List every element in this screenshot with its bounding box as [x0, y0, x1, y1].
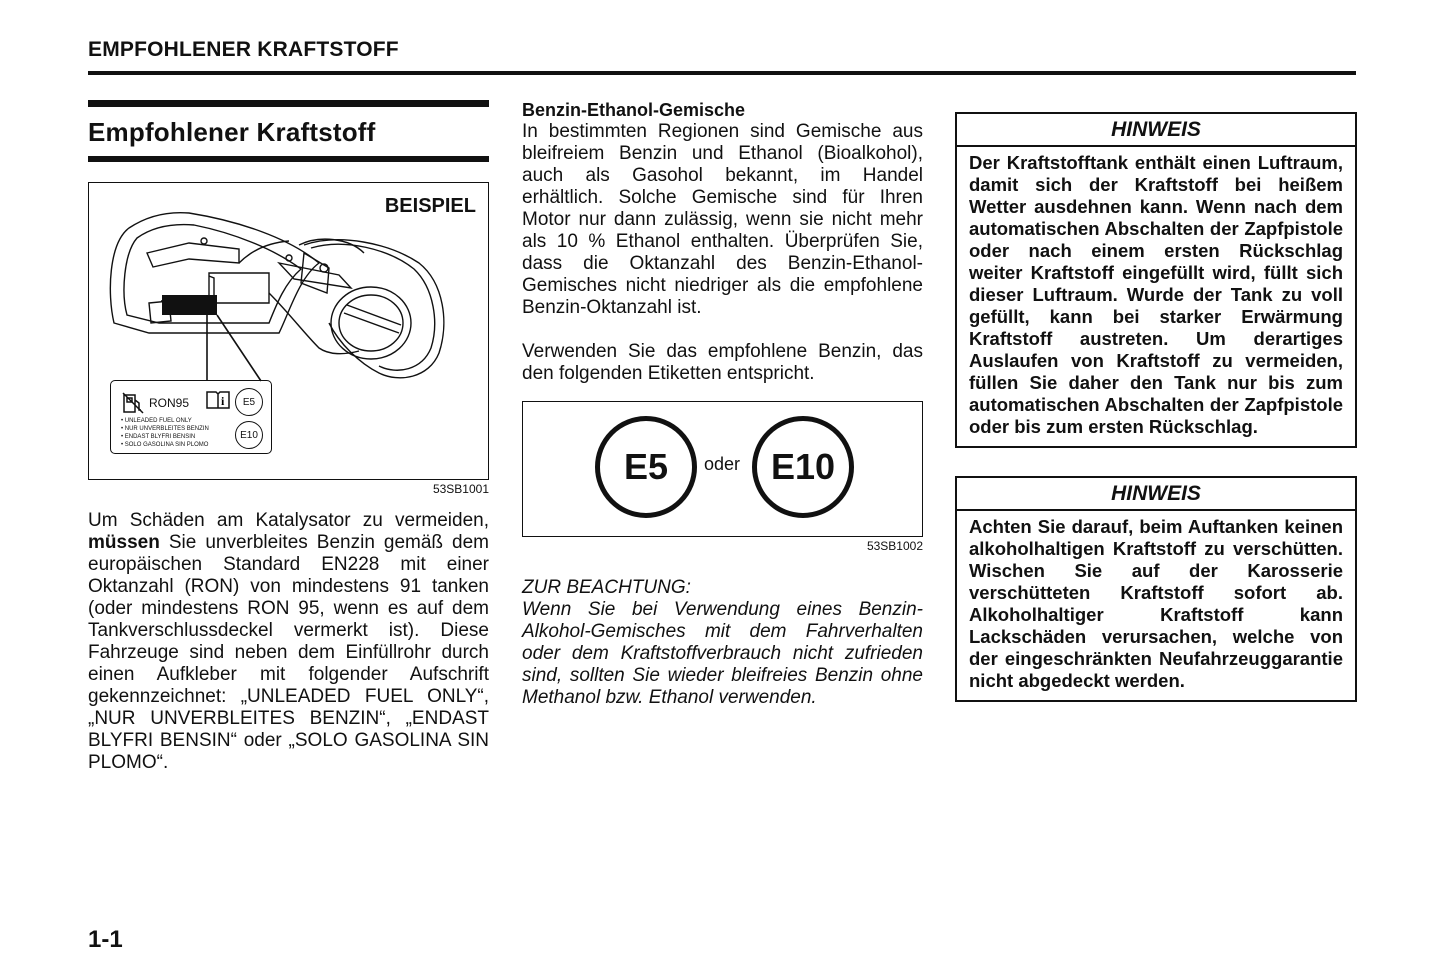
hinweis-body: Achten Sie darauf, beim Auftanken keinen alkoholhaltigen Kraftstoff zu verschütten. Wischen Sie auf der Karosserie verschütteten Kraftstoff sofort ab. Alkoholhaltiger Kraftstoff kann Lackschäden verursachen, welche von der eingeschränkten Neufahrzeuggarantie nicht abgedeckt werden.	[969, 516, 1343, 691]
page-header	[88, 38, 1356, 62]
sticker-line: • UNLEADED FUEL ONLY	[121, 418, 192, 424]
fuel-pump-icon	[121, 391, 145, 415]
hinweis-title: HINWEIS	[957, 114, 1355, 147]
hinweis-body: Der Kraftstofftank enthält einen Luftraum, damit sich der Kraftstoff bei heißem Wetter ausdehnen kann. Wenn nach dem automatischen Abschalten der Zapfpistole oder nach einem ersten Rückschlag weiter Kraftstoff eingefüllt wird, füllt sich dieser Luftraum. Wurde der Tank zu voll gefüllt, kann bei starker Erwärmung Kraftstoff austreten. Um derartiges Auslaufen von Kraftstoff zu vermeiden, füllen Sie daher den Tank nur bis zum automatischen Abschalten der Zapfpistole oder bis zum ersten Rückschlag.	[969, 152, 1343, 437]
e10-badge: E10	[752, 416, 854, 518]
ethanol-paragraph: In bestimmten Regionen sind Gemische aus bleifreiem Benzin und Ethanol (Bioalkohol), auch als Gasohol bekannt, im Handel erhältlich. Solche Gemische sind für Ihren Motor nur dann zulässig, wenn sie nicht mehr als 10 % Ethanol enthalten. Überprüfen Sie, dass die Oktanzahl des Benzin-Ethanol-Gemisches nicht niedriger als die empfohlene Benzin-Oktanzahl ist.	[522, 121, 923, 318]
svg-text:i: i	[221, 394, 225, 408]
section-rule-top	[88, 100, 489, 107]
fuel-sticker	[110, 380, 272, 454]
para-text: Sie unverbleites Benzin gemäß dem europäischen Standard EN228 mit einer Oktanzahl (RON) von mindestens 91 tanken (oder mindestens RON 95, wenn es auf dem Tankverschlussdeckel vermerkt ist). Diese Fahrzeuge sind neben dem Einfüllrohr durch einen Aufkleber mit folgender Aufschrift gekennzeichnet: „UNLEADED FUEL ONLY“, „NUR UNVERBLEITES BENZIN“, „ENDAST BLYFRI BENSIN“ oder „SOLO GASOLINA SIN PLOMO“.	[88, 532, 490, 773]
sticker-line: • SOLO GASOLINA SIN PLOMO	[121, 442, 209, 448]
catalyst-paragraph	[88, 510, 489, 774]
e5-badge: E5	[595, 416, 697, 518]
ron-label: RON95	[149, 396, 190, 410]
sticker-e10-badge: E10	[235, 421, 263, 449]
note-heading: ZUR BEACHTUNG:	[522, 577, 691, 598]
hinweis-box-1	[955, 112, 1357, 448]
fuel-label-figure	[522, 401, 923, 537]
sticker-e5-badge: E5	[235, 388, 263, 416]
page-number: 1-1	[88, 926, 123, 953]
fuel-filler-illustration	[88, 182, 489, 480]
label-paragraph: Verwenden Sie das empfohlene Benzin, das den folgenden Etiketten entspricht.	[522, 341, 923, 384]
subheading: Benzin-Ethanol-Gemische	[522, 100, 746, 120]
section-rule-bottom	[88, 156, 489, 162]
para-text: Um Schäden am Katalysator zu vermeiden,	[88, 510, 489, 531]
column-2	[522, 100, 923, 709]
note-body: Wenn Sie bei Verwendung eines Benzin-Alkohol-Gemisches mit dem Fahrverhalten oder dem Kraftstoffverbrauch nicht zufrieden sind, sollten Sie wieder bleifreies Benzin ohne Methanol bzw. Ethanol verwenden.	[522, 599, 923, 708]
oder-connector: oder	[704, 454, 741, 474]
figure-label: BEISPIEL	[384, 195, 476, 217]
manual-info-icon	[205, 389, 231, 411]
sticker-line: • ENDAST BLYFRI BENSIN	[121, 434, 196, 440]
sticker-line: • NUR UNVERBLEITES BENZIN	[121, 426, 209, 432]
column-1	[88, 100, 489, 774]
header-rule	[88, 71, 1356, 75]
hinweis-title: HINWEIS	[957, 478, 1355, 511]
figure1-code: 53SB1001	[432, 482, 489, 496]
sticker-text-lines	[121, 417, 209, 449]
para-emphasis: müssen	[88, 532, 160, 553]
section-title: Empfohlener Kraftstoff	[88, 117, 376, 147]
header-title: EMPFOHLENER KRAFTSTOFF	[88, 38, 399, 61]
column-3	[955, 100, 1357, 702]
figure2-code: 53SB1002	[866, 539, 923, 553]
hinweis-box-2	[955, 476, 1357, 702]
